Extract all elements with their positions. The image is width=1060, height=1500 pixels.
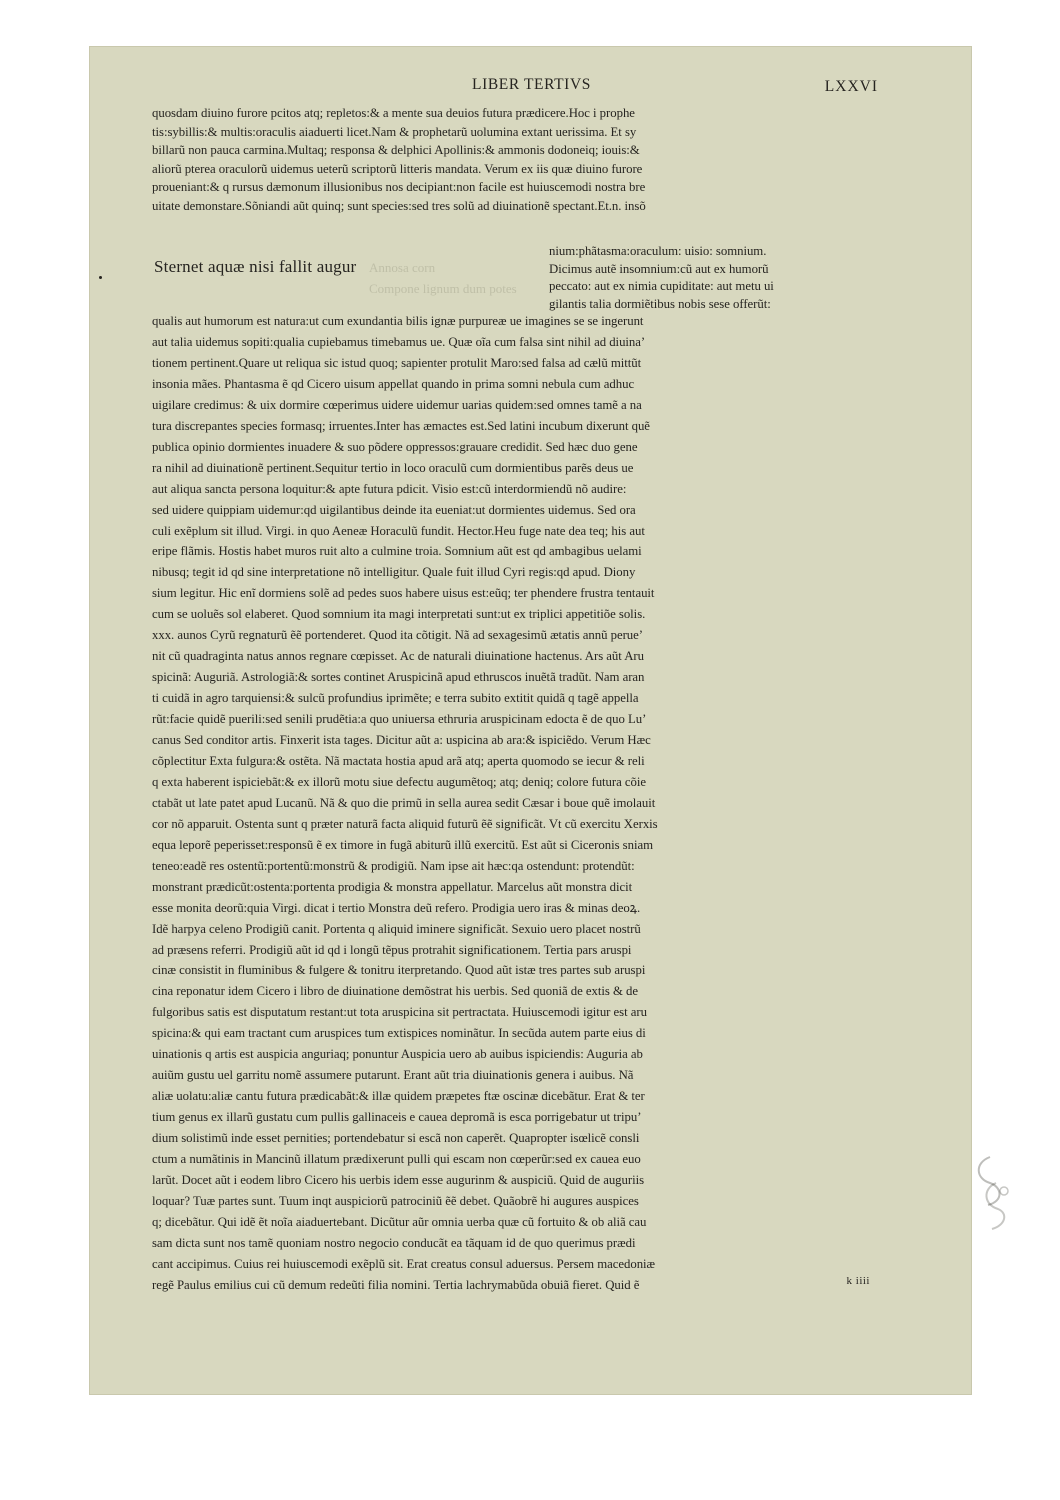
signature-mark: k iiii <box>846 1275 870 1287</box>
text-line: Dicimus autẽ insomnium:cũ aut ex humorũ <box>549 261 769 276</box>
text-line: aut talia uidemus sopiti:qualia cupiebamus timebamus ue. Quæ oĩa cum falsa sint nihil ad diuina’ <box>152 334 646 349</box>
text-line: q exta haberent ispiciebãt:& ex illorũ motu siue defectu augumẽtoq; atq; deniq; colore futura cõie <box>152 774 647 789</box>
text-line: billarũ non pauca carmina.Multaq; responsa & delphici Apollinis:& ammonis dodoneiq; iouis:& <box>152 143 640 158</box>
text-line: cum se uoluẽs sol elaberet. Quod somnium ita magi interpretati sunt:ut ex triplici appetitiõe solis. <box>152 607 646 622</box>
text-line: q; dicebãtur. Qui idẽ ẽt noĩa aiaduertebant. Dicũtur aũr omnia uerba quæ cũ fortuito & ob aliã cau <box>152 1214 647 1229</box>
text-line: peccato: aut ex nimia cupiditate: aut metu ui <box>549 279 774 294</box>
text-line: uigilare credimus: & uix dormire cœperimus uidere uidemur uarias quidem:sed omnes tamẽ a na <box>152 397 642 412</box>
text-line: nibusq; tegit id qd sine interpretatione nõ intelligitur. Quale fuit illud Cyri regis:qd apud. Diony <box>152 565 636 580</box>
text-line: aliorũ pterea oraculorũ uidemus ueterũ scriptorũ litteris mandata. Verum ex iis quæ diuino furore <box>152 161 643 176</box>
text-line: ad præsens referri. Prodigiũ aũt id qd i longũ tẽpus protrahit significationem. Tertia pars aruspi <box>152 942 632 957</box>
text-line: sam dicta sunt nos tamẽ quoniam nostro negocio conducãt ea tãquam id de quo querimus prædi <box>152 1235 636 1250</box>
book-page <box>152 62 878 1292</box>
text-line: aliæ uolatu:aliæ cantu futura prædicabãt:& illæ quidem præpetes ftæ oscinæ dicebãtur. Erat & ter <box>152 1089 645 1104</box>
text-line: tionem pertinent.Quare ut reliqua sic istud quoq; sapienter protulit Maro:sed falsa ad cælũ mittũt <box>152 355 642 370</box>
text-line: cina reponatur idem Cicero i libro de diuinatione demõstrat his uerbis. Sed quoniã de extis & de <box>152 984 638 999</box>
ownership-stamp-mark <box>970 1153 1012 1231</box>
text-line: cinæ consistit in fluminibus & fulgere & tonitru iterpretando. Quod aũt istæ tres partes sub aruspi <box>152 963 646 978</box>
text-line: monstrant prædicũt:ostenta:portenta prodigia & monstra appellatur. Marcelus aũt monstra dicit <box>152 879 633 894</box>
text-line: insonia mães. Phantasma ẽ qd Cicero uisum appellat quando in prima somni nebula cum adhuc <box>152 376 635 391</box>
text-line: gilantis talia dormiẽtibus nobis sese offerũt: <box>549 296 771 311</box>
folio-number: LXXVI <box>824 78 878 95</box>
text-line: cant accipimus. Cuius rei huiuscemodi exẽplũ sit. Erat creatus consul aduersus. Persem macedoniæ <box>152 1256 656 1271</box>
text-line: ti cuidã in agro tarquiensi:& sulcũ profundius iprimẽte; e terra subito extitit quidã q tagẽ appella <box>152 691 639 706</box>
text-line: eripe flãmis. Hostis habet muros ruit alto a culmine troia. Somnium aũt est qd ambagibus uelami <box>152 544 642 559</box>
text-line: auiũm gustu uel garritu nomẽ assumere putarunt. Erant aũt tria diuinationis genera i auibus. Nã <box>152 1068 634 1083</box>
text-line: rũt:facie quidẽ puerili:sed senili prudẽtia:a quo uniuersa ethruria aruspicinam edocta ẽ de quo Lu’ <box>152 712 647 727</box>
text-line: culi exẽplum sit illud. Virgi. in quo Aeneæ Horaculũ fundit. Hector.Heu fuge nate dea teq; his aut <box>152 523 645 538</box>
text-line: publica opinio dormientes inuadere & suo põdere oppressos:grauare credidit. Sed hæc duo gene <box>152 439 638 454</box>
text-line: nit cũ quadraginta natus annos regnare cœpisset. Ac de naturali diuinatione hactenus. Ars aũt Aru <box>152 649 644 664</box>
running-title: LIBER TERTIVS <box>472 76 591 93</box>
text-line: quosdam diuino furore pcitos atq; repletos:& a mente sua deuios futura prædicere.Hoc i prophe <box>152 106 635 120</box>
text-line: Idẽ harpya celeno Prodigiũ canit. Portenta q aliquid iminere significãt. Sexuio uero placet nostrũ <box>152 921 641 936</box>
text-line: dium solistimũ inde esset pernities; portendebatur si escã non caperẽt. Quapropter isœlicẽ consli <box>152 1131 640 1146</box>
section-heading: Sternet aquæ nisi fallit augur <box>154 257 357 276</box>
text-line: proueniant:& q rursus dæmonum illusionibus nos decipiant:non facile est huiuscemodi nostra bre <box>152 180 646 195</box>
text-line: tium genus ex illarũ gustatu cum pullis gallinaceis e cauea depromã is esca porrigebatur ut tripu’ <box>152 1110 642 1125</box>
text-line: tis:sybillis:& multis:oraculis aiaduerti licet.Nam & prophetarũ uolumina extant uerissima. Et sy <box>152 124 637 139</box>
page-header <box>152 76 878 102</box>
text-line: spicinã: Auguriã. Astrologiã:& sortes continet Aruspicinã apud ethruscos inuẽtã tradũt. Nam aran <box>152 670 645 685</box>
text-line: loquar? Tuæ partes sunt. Tuum inqt auspiciorũ patrociniũ ẽẽ debet. Quãobrẽ hi augures auspices <box>152 1193 639 1208</box>
text-line: equa leporẽ peperisset:responsũ ẽ ex timore in fugã abiturũ illũ exercitũ. Est aũt si Ciceronis sniam <box>152 837 653 852</box>
text-line: ctabãt ut late patet apud Lucanũ. Nã & quo die primũ in sella aurea sedit Cæsar i boue quẽ imolauit <box>152 795 656 810</box>
text-line: regẽ Paulus emilius cui cũ demum redeũti filia nomini. Tertia lachrymabũda obuiã fieret. Quid ẽ <box>152 1277 640 1292</box>
text-line: tura discrepantes species formasq; irruentes.Inter has æmactes est.Sed latini incubum dixerunt quẽ <box>152 418 650 433</box>
text-line: fulgoribus satis est disputatum restant:ut tota aruspicina sit pertractata. Huiuscemodi igitur est aru <box>152 1005 647 1020</box>
text-line: teneo:eadẽ res ostentũ:portentũ:monstrũ & prodigiũ. Nam ipse ait hæc:qa ostendunt: protendũt: <box>152 858 635 873</box>
text-line: sed uidere quippiam uidemur:qd uigilantibus deinde ita eueniat:ut dormientes uidemus. Sed ora <box>152 502 636 517</box>
text-line: nium:phãtasma:oraculum: uisio: somnium. <box>549 244 767 258</box>
text-line: spicina:& qui eam tractant cum aruspices tum extispices nominãtur. In secũda autem parte eius di <box>152 1026 646 1041</box>
text-line: cõplectitur Exta fulgura:& ostẽta. Nã mactata hostia apud arã atq; aperta quomodo se iecur & reli <box>152 753 645 768</box>
margin-dot <box>99 276 102 279</box>
text-line: esse monita deorũ:quia Virgi. dicat i tertio Monstra deũ refero. Prodigia uero iras & minas deoꝝ. <box>152 900 641 915</box>
text-line: xxx. aunos Cyrũ regnaturũ ẽẽ portenderet. Quod ita cõtigit. Nã ad sexagesimũ ætatis annũ perue’ <box>152 628 643 643</box>
text-line: uinationis q artis est auspicia anguriaq; ponuntur Auspicia uero ab auibus ispiciendis: Auguria ab <box>152 1047 643 1062</box>
text-line: ra nihil ad diuinationẽ pertinent.Sequitur tertio in loco oraculũ cum dormientibus parẽs deus ue <box>152 460 634 475</box>
text-line: canus Sed conditor artis. Finxerit ista tages. Dicitur aũt a: uspicina ab ara:& ispiciẽdo. Verum Hæc <box>152 733 651 747</box>
text-line: aut aliqua sancta persona loquitur:& apte futura pdicit. Visio est:cũ interdormiendũ nõ audire: <box>152 481 627 496</box>
bleed-through-text: Compone lignum dum potes <box>369 281 517 296</box>
text-line: ctum a numãtinis in Mancinũ illatum prædixerunt pulli qui escam non cœperũr:sed ex cauea euo <box>152 1152 641 1166</box>
text-line: larũt. Docet aũt i eodem libro Cicero his uerbis idem esse augurinm & auspiciũ. Quid de auguriis <box>152 1172 645 1187</box>
text-line: qualis aut humorum est natura:ut cum exundantia bilis ignæ purpureæ ue imagines se se ingerunt <box>152 314 644 328</box>
text-line: cor nõ apparuit. Ostenta sunt q præter naturã facta aliquid futurũ ẽẽ significãt. Vt cũ exercitu Xerxis <box>152 816 658 831</box>
bleed-through-text: Annosa corn <box>369 260 436 275</box>
text-line: uitate demonstare.Sõniandi aũt quinq; sunt species:sed tres solũ ad diuinationẽ spectant.Et.n. insõ <box>152 199 646 213</box>
text-line: sium legitur. Hic enĩ dormiens solẽ ad pedes suos habere uisus est:eũq; ter phendere frustra tentauit <box>152 586 655 601</box>
